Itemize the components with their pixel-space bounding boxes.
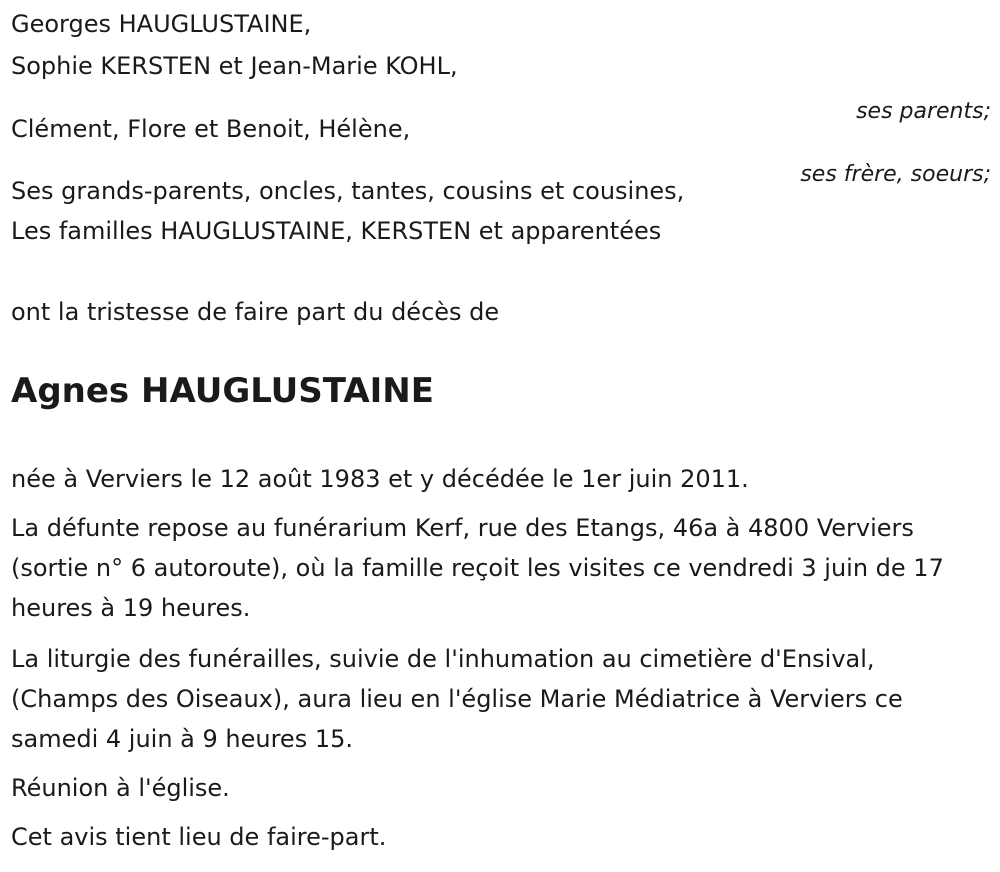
birth-death-text: née à Verviers le 12 août 1983 et y décédée le 1er juin 2011. [11, 465, 749, 493]
siblings-role: ses frère, soeurs; [800, 162, 991, 187]
announcement-text: ont la tristesse de faire part du décès de [11, 298, 500, 326]
parent-line-2: Sophie KERSTEN et Jean-Marie KOHL, [11, 52, 458, 80]
obituary-notice [11, 0, 991, 872]
funeral-text: La liturgie des funérailles, suivie de l'inhumation au cimetière d'Ensival, (Champs des Oiseaux), aura lieu en l'église Marie Médiatrice à Verviers ce samedi 4 juin à 9 heures 15. [11, 645, 903, 753]
relatives-line-2: Les familles HAUGLUSTAINE, KERSTEN et apparentées [11, 217, 662, 245]
parents-role: ses parents; [856, 99, 991, 124]
relatives-line-1: Ses grands-parents, oncles, tantes, cousins et cousines, [11, 177, 685, 205]
closing-text: Cet avis tient lieu de faire-part. [11, 823, 387, 851]
meeting-text: Réunion à l'église. [11, 774, 230, 802]
visitation-text: La défunte repose au funérarium Kerf, rue des Etangs, 46a à 4800 Verviers (sortie n° 6 autoroute), où la famille reçoit les visites ce vendredi 3 juin de 17 heures à 19 heures. [11, 514, 944, 622]
parent-line-1: Georges HAUGLUSTAINE, [11, 10, 312, 38]
siblings-line: Clément, Flore et Benoit, Hélène, [11, 115, 411, 143]
deceased-name: Agnes HAUGLUSTAINE [11, 371, 434, 411]
